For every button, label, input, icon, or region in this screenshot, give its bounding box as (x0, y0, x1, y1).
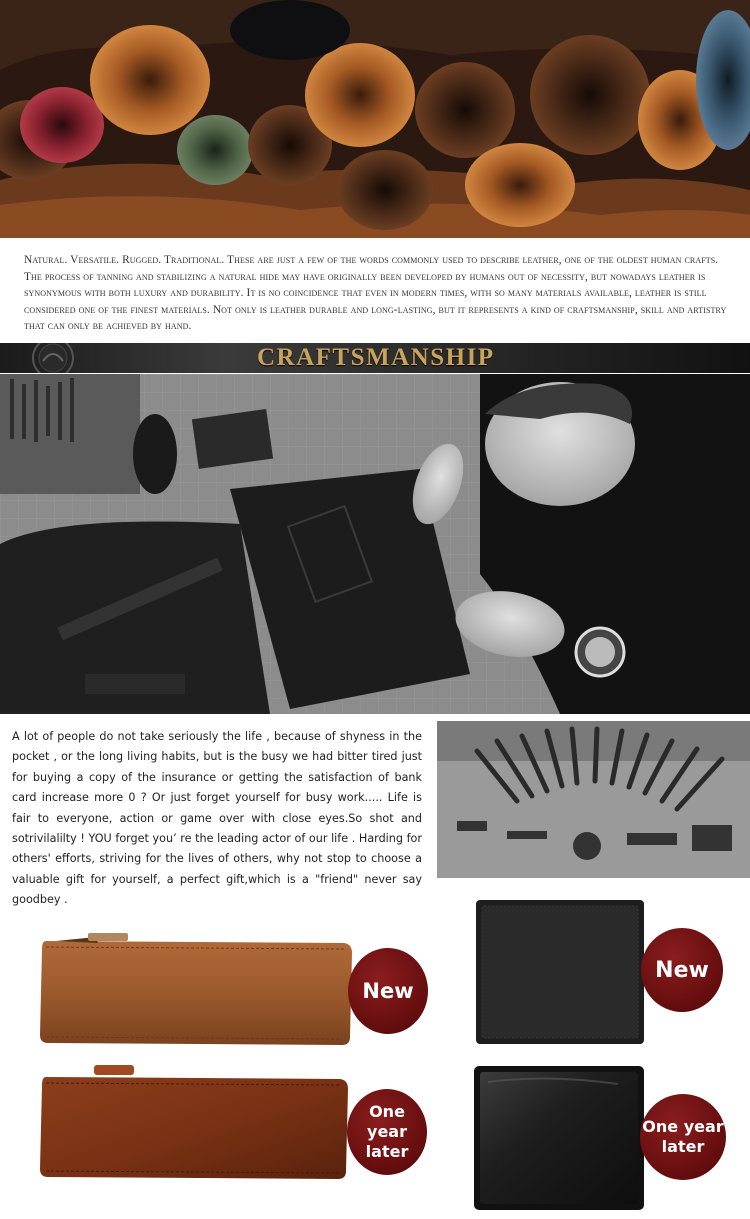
new-badge-pencil-case: New (348, 948, 428, 1034)
craftsman-at-work-photo (0, 374, 750, 714)
pencil-case-aged-photo (36, 1063, 354, 1183)
one-year-later-badge-pencil-case: One year later (347, 1089, 427, 1175)
intro-text: Natural. Versatile. Rugged. Traditional. These are just a few of the words commonly used to describe leather, one of the oldest human crafts. The process of tanning and stabilizing a natural hide may have originally been developed by humans out of necessity, but nowadays leather is synonymous with both luxury and durability. It is no coincidence that even in modern times, with so many materials available, leather is still considered one of the finest materials. Not only is leather durable and long-lasting, but it represents a kind of craftsmanship, skill and artistry that can only be achieved by hand. (24, 254, 727, 333)
leather-rolls-photo (0, 0, 750, 238)
leather-tools-photo (437, 721, 750, 878)
story-paragraph: A lot of people do not take seriously the life , because of shyness in the pocket , or the long living habits, but is the busy we had bitter tired just for buying a copy of the insurance or getting the satisfaction of bank card increase more 0 ? Or just forget yourself for busy work..... Life is fair to everyone, action or game over with close eyes.So shot and sotrivilalilty ! YOU forget you’ re the leading actor of our life . Harding for others' efforts, striving for the lives of others, why not stop to choose a valuable gift for yourself, a perfect gift,which is a "friend" never say goodbey . (12, 730, 422, 907)
banner-title: CRAFTSMANSHIP (257, 344, 495, 371)
pencil-case-new-photo (36, 925, 358, 1051)
brand-emblem-icon (18, 343, 88, 373)
craftsmanship-banner (0, 343, 750, 373)
new-badge-wallet: New (641, 928, 723, 1012)
wallet-aged-photo (468, 1062, 650, 1214)
wallet-new-photo (470, 896, 650, 1048)
one-year-later-badge-wallet: One year later (640, 1094, 726, 1180)
